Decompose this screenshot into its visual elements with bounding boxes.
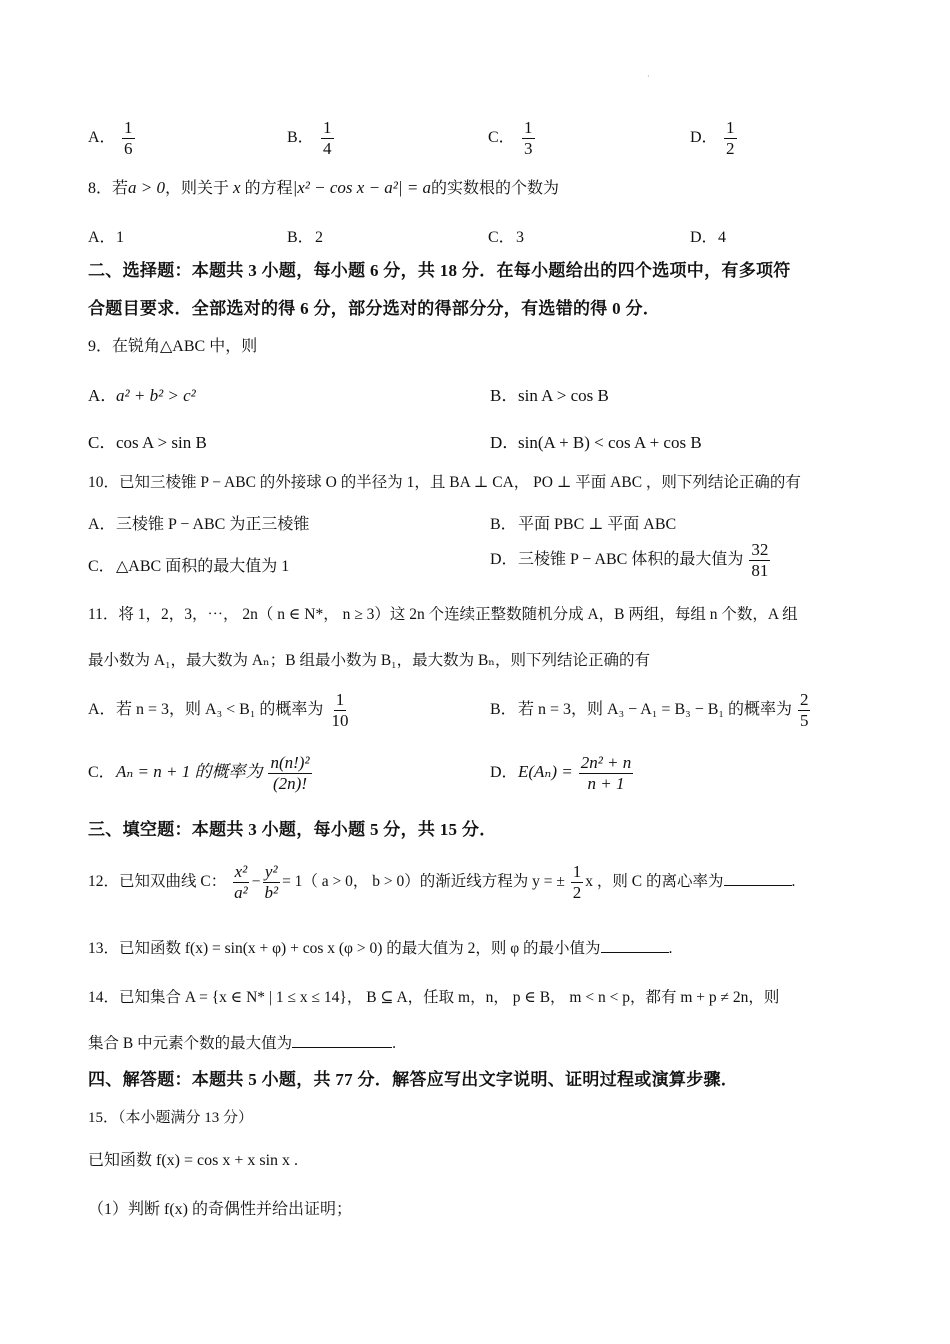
q8-option-b: B．2 bbox=[287, 229, 323, 246]
q9-option-a: A．a² + b² > c² bbox=[88, 386, 196, 405]
fraction: $\frac{\text{n(n!)²}}{(2n)!}$ bbox=[270, 753, 310, 793]
q9-option-b: B．sin A > cos B bbox=[490, 386, 609, 405]
q8-option-d: D．4 bbox=[690, 229, 726, 246]
q10-option-b: B．平面 PBC ⊥ 平面 ABC bbox=[490, 516, 677, 533]
fraction: $\frac{1}{2}$ bbox=[572, 862, 582, 902]
answer-blank[interactable] bbox=[724, 871, 792, 886]
q10-stem: 10．已知三棱锥 P − ABC 的外接球 O 的半径为 1，且 BA ⊥ CA， PO ⊥ 平面 ABC ，则下列结论正确的有 bbox=[88, 474, 801, 491]
q11-option-c: C．Aₙ = n + 1 的概率为 $\frac{\text{n(n!)²}}{(2n)!}$ bbox=[88, 753, 310, 793]
q15-stem: 已知函数 f(x) = cos x + x sin x . bbox=[88, 1152, 299, 1169]
q11-stem-line2: 最小数为 A₁，最大数为 Aₙ；B 组最小数为 B₁，最大数为 Bₙ，则下列结论正确的有 bbox=[88, 652, 650, 669]
q12-stem: 12．已知双曲线 C： $\frac{\text{x²}}{\text{a²}}$ − $\frac{\text{y²}}{\text{b²}}$ = 1（ a > 0， b > 0）的渐近线方程为 y = ± $\frac{1}{2}$ x ，则 C 的离心率为 . bbox=[88, 862, 796, 902]
q9-stem: 9．在锐角△ABC 中，则 bbox=[88, 338, 258, 355]
q9-option-c: C．cos A > sin B bbox=[88, 433, 207, 452]
q11-option-b: B．若 n = 3，则 A₃ − A₁ = B₃ − B₁ 的概率为 $\frac{2}{5}$ bbox=[490, 690, 809, 730]
q10-option-a: A．三棱锥 P − ABC 为正三棱锥 bbox=[88, 516, 310, 533]
section2-heading-line2: 合题目要求．全部选对的得 6 分，部分选对的得部分分，有选错的得 0 分． bbox=[88, 299, 661, 318]
q10-option-d: D．三棱锥 P − ABC 体积的最大值为 $\frac{32}{81}$ bbox=[490, 540, 769, 580]
answer-blank[interactable] bbox=[601, 938, 669, 953]
q9-option-d: D．sin(A + B) < cos A + cos B bbox=[490, 433, 702, 452]
fraction: $\frac{32}{81}$ bbox=[751, 540, 769, 580]
fraction: $\frac{2}{5}$ bbox=[799, 690, 809, 730]
fraction: $\frac{\text{y²}}{\text{b²}}$ bbox=[264, 862, 279, 902]
fraction: $\frac{1}{10}$ bbox=[331, 690, 349, 730]
section2-heading-line1: 二、选择题：本题共 3 小题，每小题 6 分，共 18 分．在每小题给出的四个选项中，有多项符 bbox=[88, 261, 791, 280]
q14-stem-line2: 集合 B 中元素个数的最大值为 . bbox=[88, 1035, 396, 1052]
q15-title: 15．（本小题满分 13 分） bbox=[88, 1110, 254, 1126]
q7-option-c: C． $\frac{1}{3}$ bbox=[488, 118, 533, 158]
answer-blank[interactable] bbox=[292, 1033, 392, 1048]
q7-option-b: B． $\frac{1}{4}$ bbox=[287, 118, 332, 158]
q8-option-a: A．1 bbox=[88, 229, 124, 246]
section4-heading: 四、解答题：本题共 5 小题，共 77 分．解答应写出文字说明、证明过程或演算步骤． bbox=[88, 1070, 739, 1089]
q7-option-a: A． $\frac{1}{6}$ bbox=[88, 118, 133, 158]
q11-stem-line1: 11．将 1，2，3，⋯， 2n（ n ∈ N*， n ≥ 3）这 2n 个连续正整数随机分成 A，B 两组，每组 n 个数，A 组 bbox=[88, 606, 798, 623]
q13-stem: 13．已知函数 f(x) = sin(x + φ) + cos x (φ > 0) 的最大值为 2，则 φ 的最小值为 . bbox=[88, 940, 673, 957]
fraction: $\frac{\text{2n² + n}}{n + 1}$ bbox=[580, 753, 632, 793]
fraction: $\frac{1}{2}$ bbox=[726, 118, 735, 158]
fraction: $\frac{1}{6}$ bbox=[124, 118, 133, 158]
fraction: $\frac{\text{x²}}{\text{a²}}$ bbox=[234, 862, 248, 902]
fraction: $\frac{1}{4}$ bbox=[323, 118, 332, 158]
q14-stem-line1: 14．已知集合 A = {x ∈ N* | 1 ≤ x ≤ 14}， B ⊆ A，任取 m，n， p ∈ B， m < n < p，都有 m + p ≠ 2n，则 bbox=[88, 989, 780, 1006]
section3-heading: 三、填空题：本题共 3 小题，每小题 5 分，共 15 分． bbox=[88, 820, 497, 839]
q10-option-c: C．△ABC 面积的最大值为 1 bbox=[88, 558, 290, 575]
q8-option-c: C．3 bbox=[488, 229, 524, 246]
fraction: $\frac{1}{3}$ bbox=[524, 118, 533, 158]
q11-option-a: A．若 n = 3，则 A₃ < B₁ 的概率为 $\frac{1}{10}$ bbox=[88, 690, 349, 730]
q8-stem: 8．若a > 0，则关于 x 的方程|x² − cos x − a²| = a的实数根的个数为 bbox=[88, 178, 560, 197]
q7-option-d: D． $\frac{1}{2}$ bbox=[690, 118, 735, 158]
q11-option-d: D．E(Aₙ) = $\frac{\text{2n² + n}}{n + 1}$ bbox=[490, 753, 632, 793]
header-dot: · bbox=[647, 72, 650, 81]
q15-part1: （1）判断 f(x) 的奇偶性并给出证明； bbox=[88, 1201, 352, 1218]
